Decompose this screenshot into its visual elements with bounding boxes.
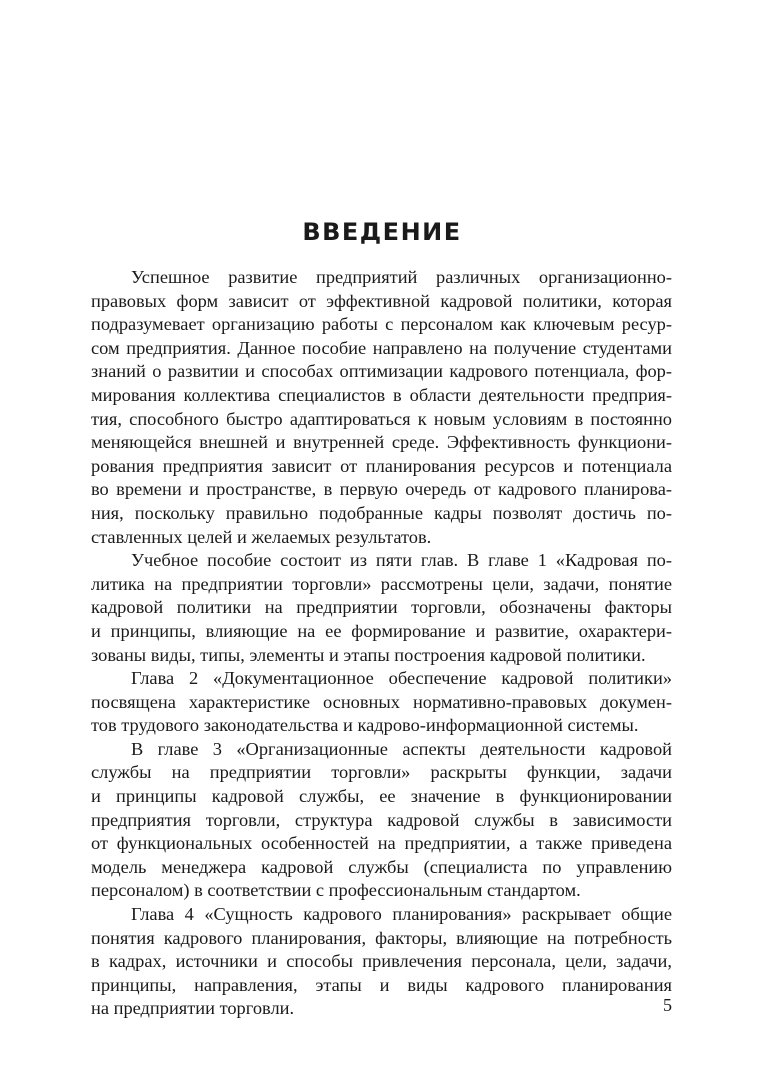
text-line: персоналом) в соответствии с профессиональным стандартом. [91,880,581,901]
text-line: сом предприятия. Данное пособие направлено на получение студентами [91,337,672,358]
text-line: мирования коллектива специалистов в области деятельности предприя- [91,384,672,405]
text-line: Глава 4 «Сущность кадрового планирования» раскрывает общие [131,904,672,925]
text-line: на предприятии торговли. [91,998,295,1019]
text-line: литика на предприятии торговли» рассмотрены цели, задачи, понятие [91,573,672,594]
text-line: правовых форм зависит от эффективной кадровой политики, которая [91,290,672,311]
text-line: ния, поскольку правильно подобранные кадры позволят достичь по- [91,502,672,523]
text-line: принципы, направления, этапы и виды кадрового планирования [91,974,672,995]
text-line: тия, способного быстро адаптироваться к новым условиям в постоянно [91,408,672,429]
text-line: службы на предприятии торговли» раскрыты функции, задачи [91,762,672,783]
text-line: во времени и пространстве, в первую очередь от кадрового планирова- [91,479,672,500]
text-line: рования предприятия зависит от планирования ресурсов и потенциала [91,455,672,476]
text-line: меняющейся внешней и внутренней среде. Эффективность функциони- [91,432,672,453]
text-line: зованы виды, типы, элементы и этапы построения кадровой политики. [91,644,646,665]
text-line: Успешное развитие предприятий различных организационно- [131,267,672,287]
text-line: модель менеджера кадровой службы (специалиста по управлению [91,856,672,877]
page-number: 5 [663,995,672,1015]
text-line: и принципы кадровой службы, ее значение в функционировании [91,786,672,807]
text-line: от функциональных особенностей на предприятии, а также приведена [91,833,672,854]
text-line: ставленных целей и желаемых результатов. [91,526,432,547]
text-line: понятия кадрового планирования, факторы, влияющие на потребность [91,927,672,948]
text-line: предприятия торговли, структура кадровой службы в зависимости [91,809,672,830]
text-line: в кадрах, источники и способы привлечения персонала, цели, задачи, [91,951,672,972]
text-line: и принципы, влияющие на ее формирование и развитие, охарактери- [91,620,672,641]
body-text [91,266,672,1021]
text-line: подразумевает организацию работы с персоналом как ключевым ресур- [91,314,672,335]
text-line: Глава 2 «Документационное обеспечение кадровой политики» [131,668,672,689]
text-line: кадровой политики на предприятии торговли, обозначены факторы [91,597,672,618]
text-line: знаний о развитии и способах оптимизации кадрового потенциала, фор- [91,361,672,382]
text-line: Учебное пособие состоит из пяти глав. В главе 1 «Кадровая по- [131,550,672,571]
text-line: тов трудового законодательства и кадрово-информационной системы. [91,715,639,736]
text-line: посвящена характеристике основных нормативно-правовых докумен- [91,691,672,712]
page-title: ВВЕДЕНИЕ [302,218,462,246]
text-line: В главе 3 «Организационные аспекты деятельности кадровой [131,738,672,759]
